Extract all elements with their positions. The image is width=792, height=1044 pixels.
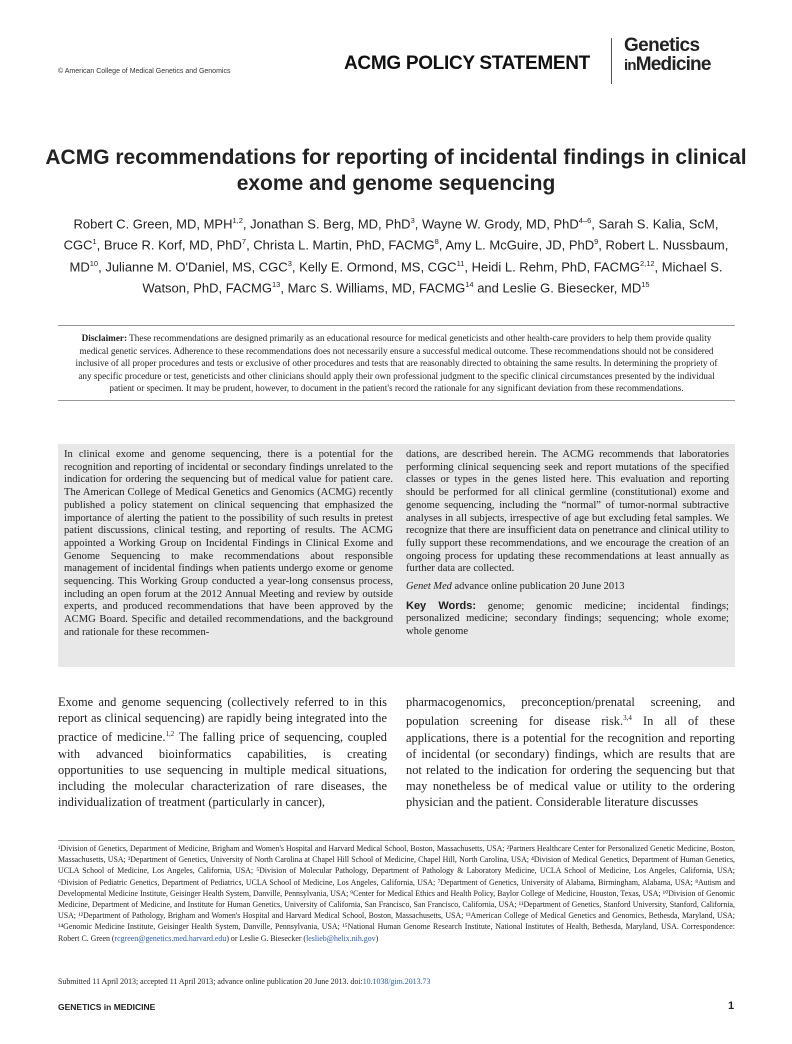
author-affiliation-ref: 3	[410, 216, 415, 225]
author-separator: ,	[291, 258, 300, 274]
disclaimer-label: Disclaimer:	[81, 333, 128, 343]
author-affiliation-ref: 15	[641, 279, 650, 289]
header-divider	[611, 38, 612, 84]
page-number: 1	[728, 1000, 735, 1012]
author-name: Amy L. McGuire, JD, PhD	[445, 237, 595, 253]
author-list	[60, 212, 732, 297]
citation-rest: advance online publication 20 June 2013	[451, 581, 625, 593]
author-affiliation-ref: 10	[89, 258, 99, 268]
author-affiliation-ref: 1	[92, 237, 97, 247]
article-title: ACMG recommendations for reporting of incidental findings in clinical exome and genome sequencing	[45, 146, 747, 195]
author-separator: ,	[280, 280, 288, 296]
author-separator: ,	[98, 258, 106, 274]
body-right-text-a: pharmacogenomics, preconception/prenatal screening, and population screening for disease risk.	[406, 695, 735, 729]
doi-link[interactable]: 10.1038/gim.2013.73	[362, 977, 431, 986]
abstract-right-text: dations, are described herein. The ACMG recommends that laboratories performing clinical sequencing seek and report mutations of the specified classes or types in the genes listed here. This evaluation and reporting should be performed for all clinical germline (constitutional) exome and genome sequencing, including the “normal” of tumor-normal subtractive analyses in all subjects, irrespective of age but excluding fetal samples. We recognize that there are insufficient data on penetrance and clinical utility to fully support these recommendations, and we encourage the creation of an ongoing process for updating these recommendations at least annually as further data are collected.	[406, 449, 729, 575]
author-affiliation-ref: 8	[434, 237, 439, 247]
author-name: Heidi L. Rehm, PhD, FACMG	[471, 258, 640, 274]
copyright-notice: © American College of Medical Genetics and Genomics	[58, 68, 231, 75]
abstract-box	[58, 444, 735, 667]
author-affiliation-ref: 7	[241, 237, 247, 247]
abstract-right-column	[406, 449, 729, 639]
body-right-text-b: In all of these applications, there is a potential for the recognition and reporting of incidental (or secondary) findings, which are results that are not related to the indication for ordering the sequencing but that may nonetheless be of medical value or utility to the ordering physician and the patient. Considerable literature discusses	[406, 714, 735, 810]
body-left-ref[interactable]: 1,2	[165, 730, 175, 739]
abstract-left-column: In clinical exome and genome sequencing, there is a potential for the recognition and reporting of incidental or secondary findings unrelated to the indication for ordering the sequencing but of medical value for patient care. The American College of Medical Genetics and Genomics (ACMG) recently published a policy statement on clinical sequencing that emphasized the importance of alerting the patient to the possibility of such results in pretest patient discussions, clinical testing, and reporting of results. The ACMG appointed a Working Group on Incidental Findings in Clinical Exome and Genome Sequencing to make recommendations about responsible management of incidental findings when patients undergo exome or genome sequencing. This Working Group conducted a year-long consensus process, including an open forum at the 2012 Annual Meeting and review by outside experts, and produced recommendations that have been approved by the ACMG Board. Specific and detailed recommendations, and the background and rationale for these recommen-	[64, 449, 393, 638]
author-name: Kelly E. Ormond, MS, CGC	[299, 258, 457, 274]
author-affiliation-ref: 1,2	[232, 216, 243, 225]
author-affiliation-ref: 11	[456, 258, 465, 268]
author-separator: ,	[598, 237, 606, 253]
author-affiliation-ref: 4–6	[578, 216, 592, 225]
keywords-label: Key Words:	[406, 599, 477, 612]
author-name: Marc S. Williams, MD, FACMG	[287, 280, 466, 296]
author-name: Robert L. Nussbaum, MD	[69, 237, 729, 274]
author-separator: ,	[242, 216, 251, 232]
keywords	[406, 600, 729, 639]
footnote-divider	[58, 840, 735, 841]
submission-text: Submitted 11 April 2013; accepted 11 April 2013; advance online publication 20 June 2013. doi:	[58, 977, 363, 986]
author-separator: ,	[438, 237, 446, 253]
author-name: Sarah S. Kalia, ScM, CGC	[63, 216, 719, 253]
keywords-text: genome; genomic medicine; incidental findings; personalized medicine; secondary findings; sequencing; whole exome; whole genome	[406, 600, 729, 638]
journal-logo	[624, 36, 711, 75]
email-link-green[interactable]: rcgreen@genetics.med.harvard.edu	[114, 933, 227, 943]
author-affiliation-ref: 9	[594, 237, 599, 247]
author-affiliation-ref: 14	[465, 279, 474, 289]
logo-line1: Genetics	[624, 35, 700, 56]
section-label: ACMG POLICY STATEMENT	[344, 53, 590, 74]
logo-line2	[624, 55, 711, 75]
footnote-end: )	[375, 933, 379, 943]
logo-medicine: Medicine	[635, 54, 711, 75]
author-separator: ,	[464, 258, 472, 274]
author-name: Michael S. Watson, PhD, FACMG	[142, 258, 723, 296]
author-separator: ,	[246, 237, 254, 253]
affiliations-text: ¹Division of Genetics, Department of Medicine, Brigham and Women's Hospital and Harvard Medical School, Boston, Massachusetts, USA; ²Partners Healthcare Center for Personalized Genetic Medicine, Boston, Massachusetts, USA; ³Department of Genetics, University of North Carolina at Chapel Hill School of Medicine, Chapel Hill, North Carolina, USA; ⁴Division of Medical Genetics, Department of Human Genetics, UCLA School of Medicine, Los Angeles, California, USA; ⁵Division of Molecular Pathology, Department of Pathology & Laboratory Medicine, UCLA School of Medicine, Los Angeles, California, USA; ⁶Division of Pediatric Genetics, Department of Pediatrics, UCLA School of Medicine, Los Angeles, California, USA; ⁷Department of Genetics, University of Alabama, Birmingham, Alabama, USA; ⁸Autism and Developmental Medicine Institute, Geisinger Health System, Danville, Pennsylvania, USA; ⁹Center for Medical Ethics and Health Policy, Baylor College of Medicine, Houston, Texas, USA; ¹⁰Division of Genomic Medicine, Department of Medicine, and Institute for Human Genetics, University of California, San Francisco, San Francisco, California, USA; ¹¹Department of Genetics, Stanford University, Stanford, California, USA; ¹²Department of Pathology, Brigham and Women's Hospital and Harvard Medical School, Boston, Massachusetts, USA; ¹³American College of Medical Genetics and Genomics, Bethesda, Maryland, USA; ¹⁴Genomic Medicine Institute, Geisinger Health System, Danville, Pennsylvania, USA; ¹⁵National Human Genome Research Institute, National Institutes of Health, Bethesda, Maryland, USA. Correspondence: Robert C. Green (	[58, 844, 735, 943]
body-right-ref[interactable]: 3,4	[623, 714, 632, 723]
author-name: Christa L. Martin, PhD, FACMG	[253, 237, 435, 253]
author-affiliation-ref: 3	[287, 258, 292, 268]
body-left-text-a: Exome and genome sequencing (collectively referred to in this report as clinical sequencing) are rapidly being integrated into the practice of medicine.	[58, 695, 387, 745]
logo-in: in	[624, 57, 636, 74]
author-name: Leslie G. Biesecker, MD	[502, 280, 642, 296]
citation-journal: Genet Med	[406, 581, 452, 593]
footer-journal-name: GENETICS in MEDICINE	[58, 1002, 156, 1012]
author-separator: and	[473, 280, 503, 296]
author-separator: ,	[414, 216, 422, 232]
author-separator: ,	[591, 216, 599, 232]
author-name: Julianne M. O'Daniel, MS, CGC	[105, 258, 288, 274]
disclaimer-box	[58, 325, 735, 401]
author-name: Jonathan S. Berg, MD, PhD	[250, 216, 411, 232]
author-separator: ,	[96, 237, 104, 253]
disclaimer-text: These recommendations are designed primarily as an educational resource for medical geneticists and other health-care providers to help them provide quality medical genetic services. Adherence to these recommendations does not necessarily ensure a successful medical outcome. These recommendations should not be considered inclusive of all proper procedures and tests or exclusive of other procedures and tests that are reasonably directed to obtaining the same results. In determining the propriety of any specific procedure or test, geneticists and other clinicians should apply their own professional judgment to the specific clinical circumstances presented by the individual patient or specimen. It may be prudent, however, to document in the patient's record the rationale for any significant deviation from these recommendations.	[75, 333, 718, 394]
author-name: Bruce R. Korf, MD, PhD	[103, 237, 242, 253]
affiliations-footnote	[58, 843, 735, 944]
author-affiliation-ref: 13	[271, 279, 281, 289]
body-left-text-b: The falling price of sequencing, coupled with advanced bioinformatics capabilities, is creating opportunities to use sequencing in multiple medical situations, including the molecular characterization of rare diseases, the individualization of treatment (particularly in cancer),	[58, 730, 388, 810]
citation	[406, 581, 729, 594]
footnote-mid: ) or Leslie G. Biesecker (	[226, 933, 307, 943]
author-name: Wayne W. Grody, MD, PhD	[421, 216, 579, 232]
body-right-column	[406, 694, 735, 811]
submission-info	[58, 977, 735, 986]
body-left-column	[58, 694, 387, 811]
author-name: Robert C. Green, MD, MPH	[73, 216, 233, 232]
author-separator: ,	[654, 258, 662, 274]
email-link-biesecker[interactable]: leslieb@helix.nih.gov	[306, 933, 376, 943]
author-affiliation-ref: 2,12	[639, 258, 655, 268]
